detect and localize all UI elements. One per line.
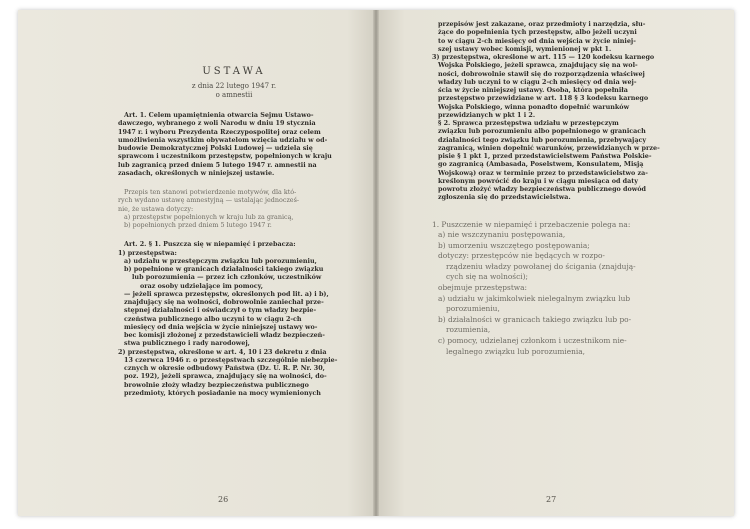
article-2-line: 2) przestępstwa, określone w art. 4, 10 i 23 dekretu z dnia [118,347,327,356]
article-2-line: a) udziału w przestępczym związku lub porozumieniu, [124,256,317,265]
commentary-line: porozumieniu, [446,304,500,314]
article-2-line: — jeżeli sprawca przestępstw, określonych pod lit. a) i b), [124,289,329,298]
continued-line: to w ciągu 2-ch miesięcy od dnia wejścia w życie niniej- [438,36,636,45]
document-title: USTAWA [202,66,266,77]
article-2-line: stwa publicznego i rady narodowej, [124,339,250,348]
commentary-line: dotyczy: przestępców nie będących w rozpo- [438,251,605,261]
commentary-line: c) pomocy, udzielanej członkom i uczestnikom nie- [438,336,627,346]
page-number: 26 [218,495,229,504]
commentary-line: b) umorzeniu wszczętego postępowania; [438,240,590,250]
article-2-line: bec komisji złożonej z przedstawicieli władz bezpieczeń- [124,331,325,339]
article-1-line: budowie Demokratycznej Polski Ludowej — udziela się [118,144,313,152]
page-number: 27 [546,495,557,504]
paragraph-2-line: działalności tego związku lub porozumienia, przebywający [438,135,647,144]
article-1-line: dawczego, wybranego z woli Narodu w dniu 19 stycznia [118,119,316,128]
paragraph-2-line: Wojskową) oraz w terminie przez to przedstawicielstwo za- [438,168,648,177]
continued-line: Wojska Polskiego, winna ponadto dopełnić warunków [438,102,630,111]
article-2-line: b) popełnione w granicach działalności takiego związku [124,265,324,273]
continued-line: przewidzianych w pkt 1 i 2. [438,110,536,119]
commentary-line: a) nie wszczynaniu postępowania, [438,230,566,240]
commentary-line: rządzeniu władzy powołanej do ścigania (znajdują- [446,261,636,271]
article-2-line: Art. 2. § 1. Puszcza się w niepamięć i przebacza: [124,240,296,249]
commentary-line: a) udziału w jakimkolwiek nielegalnym związku lub [438,293,631,303]
commentary-line: rych wydano ustawę amnestyjną — ustalając jednocześ- [118,196,300,205]
left-page-text [118,58,350,397]
article-1-line: umożliwienia wszystkim obywatelom wzięcia udziału w od- [118,135,328,144]
commentary-line: b) działalności w granicach takiego związku lub po- [438,314,632,324]
article-1-line: zasadach, określonych w niniejszej ustawie. [118,168,275,177]
left-page [18,10,376,516]
continued-line: ścia w życie niniejszej ustawy. Osoba, która popełniła [438,86,628,94]
paragraph-2-line: powrotu złożyć władzy bezpieczeństwa publicznego dowód [438,185,646,193]
document-date: z dnia 22 lutego 1947 r. [191,82,277,90]
paragraph-2-line: związku lub porozumieniu albo popełnionego w granicach [438,127,646,136]
paragraph-2-line: zgłoszenia się do przedstawicielstwa. [438,193,571,202]
article-2-line: przedmioty, których posiadanie na mocy wymienionych [124,388,321,397]
continued-line: przepisów jest zakazane, oraz przedmioty i narzędzia, słu- [438,20,646,28]
commentary-line: Przepis ten stanowi potwierdzenie motywów, dla któ- [124,188,297,196]
paragraph-2-line: kreślonym powrócić do kraju i w ciągu miesiąca od daty [438,176,638,185]
article-2-line: 1) przestępstwa: [118,248,177,257]
book-gutter [373,10,379,516]
commentary-line: 1. Puszczenie w niepamięć i przebaczenie polega na: [432,219,631,229]
commentary-line: obejmuje przestępstwa: [438,283,528,293]
commentary-line: a) przestępstw popełnionych w kraju lub za granicą, [124,212,294,221]
commentary-line: nie, że ustawa dotyczy: [118,204,194,213]
commentary-line: b) popełnionych przed dniem 5 lutego 1947 r. [124,221,272,229]
continued-line: szej ustawy wobec komisji, wymienionej w pkt 1. [438,44,612,53]
commentary-line: cych się na wolności); [446,272,528,282]
article-2-line: poz. 192), jeżeli sprawca, znajdujący się na wolności, do- [124,372,327,381]
right-page [376,10,734,516]
right-page-text [432,20,682,357]
paragraph-2-line: go zagranicą (Ambasada, Poselstwem, Konsulatem, Misją [438,160,644,169]
paragraph-2-line: § 2. Sprawca przestępstwa udziału w przestępczym [438,119,619,127]
article-2-line: cznych w okresie odbudowy Państwa (Dz. U. R. P. Nr. 30, [124,364,325,372]
article-1-line: Art. 1. Celem upamiętnienia otwarcia Sejmu Ustawo- [124,111,314,119]
continued-line: ności, dobrowolnie stawił się do rozporządzenia właściwej [438,69,645,78]
article-2-line: czeństwa publicznego albo uczyni to w ciągu 2-ch [124,314,302,323]
document-subject: o amnestii [215,91,253,99]
paragraph-2-line: zagranicą, winien dopełnić warunków, przewidzianych w prze- [438,143,660,152]
article-1-line: lub zagranicą przed dniem 5 lutego 1947 r. amnestii na [118,160,317,169]
paragraph-2-line: pisie § 1 pkt 1, przed przedstawicielstwem Państwa Polskie- [438,152,652,160]
continued-line: 3) przestępstwa, określone w art. 115 — 120 kodeksu karnego [432,53,655,61]
article-2-line: stępnej działalności i oświadczył o tym władzy bezpie- [124,306,317,315]
continued-line: władzy lub uczyni to w ciągu 2-ch miesięcy od dnia wej- [438,77,637,86]
commentary-line: rozumienia, [446,325,491,335]
article-2-line: lub porozumienia — przez ich członków, uczestników [132,273,322,282]
article-1-line: sprawcom i uczestnikom przestępstw, popełnionych w kraju [118,152,332,161]
article-2-line: oraz osoby udzielające im pomocy, [140,281,263,290]
article-2-line: znajdujący się na wolności, dobrowolnie zaniechał prze- [124,298,324,306]
continued-line: żące do popełnienia tych przestępstw, albo jeżeli uczyni [438,28,637,37]
commentary-line: legalnego związku lub porozumienia, [446,346,586,356]
article-2-line: 13 czerwca 1946 r. o przestępstwach szczególnie niebezpie- [124,355,338,364]
article-2-line: miesięcy od dnia wejścia w życie niniejszej ustawy wo- [124,322,318,331]
book-spread [18,10,734,516]
article-2-line: browolnie złoży władzy bezpieczeństwa publicznego [124,380,309,389]
continued-line: przestępstwo przewidziane w art. 118 § 3 kodeksu karnego [438,94,649,103]
continued-line: Wojska Polskiego, jeżeli sprawca, znajdujący się na wol- [438,61,638,70]
article-1-line: 1947 r. i wyboru Prezydenta Rzeczypospolitej oraz celem [118,127,321,136]
